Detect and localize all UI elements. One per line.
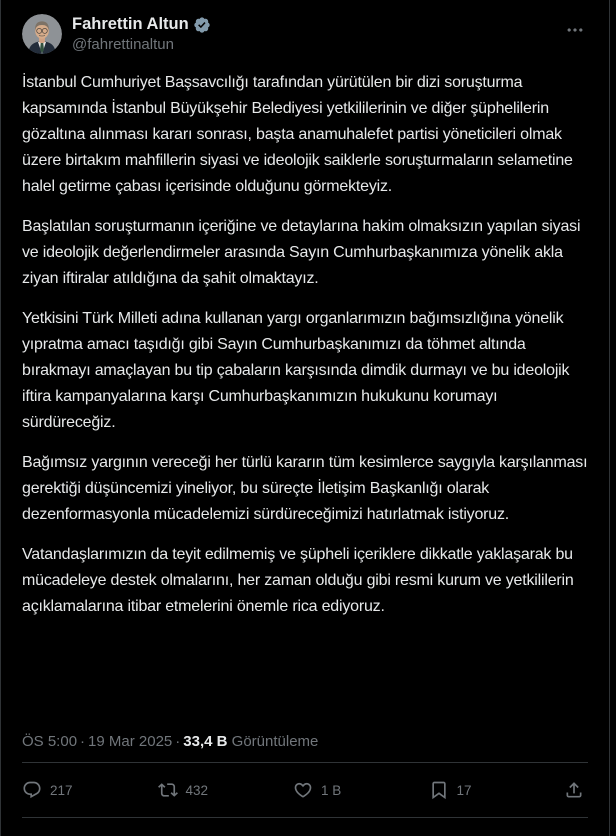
- like-count: 1 B: [321, 782, 342, 798]
- repost-button[interactable]: [158, 780, 294, 800]
- ellipsis-icon: [565, 20, 585, 40]
- heart-icon: [293, 780, 313, 800]
- tweet-paragraph: Yetkisini Türk Milleti adına kullanan yargı organlarımızın bağımsızlığına yönelik yıpratma amacı taşıdığı gibi Sayın Cumhurbaşkanımızı da töhmet altında bırakmayı amaçlayan bu tip çabaların karşısında dimdik durmayı ve bu ideolojik iftira kampanyalarına karşı Cumhurbaşkanımızın hukukunu korumayı sürdüreceğiz.: [22, 310, 570, 431]
- views-label[interactable]: Görüntüleme: [231, 733, 319, 750]
- tweet-paragraph: İstanbul Cumhuriyet Başsavcılığı tarafından yürütülen bir dizi soruşturma kapsamında İstanbul Büyükşehir Belediyesi yetkililerinin ve diğer şüphelilerin gözaltına alınması kararı sonrası, başta anamuhalefet partisi yöneticileri olmak üzere birtakım mahfillerin siyasi ve ideolojik saiklerle soruşturmaların selametine halel getirme çabası içerisinde olduğunu görmekteyiz.: [22, 74, 573, 195]
- action-bar: [22, 763, 588, 817]
- share-button[interactable]: [564, 780, 584, 800]
- bookmark-button[interactable]: [429, 780, 565, 800]
- timestamp-time: ÖS 5:00: [22, 733, 78, 750]
- meta-separator: ·: [80, 733, 86, 750]
- bookmark-icon: [429, 780, 449, 800]
- reply-count: 217: [50, 782, 73, 798]
- timestamp-date: 19 Mar 2025: [88, 733, 173, 750]
- tweet-paragraph: Başlatılan soruşturmanın içeriğine ve detaylarına hakim olmaksızın yapılan siyasi ve ideolojik değerlendirmeler arasında Sayın Cumhurbaşkanımıza yönelik akla ziyan iftiralar atıldığına da şahit olmaktayız.: [22, 218, 581, 287]
- tweet-text: [22, 70, 589, 728]
- name-row[interactable]: [72, 14, 211, 34]
- reply-button[interactable]: [22, 780, 158, 800]
- tweet-paragraph: Bağımsız yargının vereceği her türlü kararın tüm kesimlerce saygıyla karşılanması gerektiği düşüncemizi yineliyor, bu süreçte İletişim Başkanlığı olarak dezenformasyonla mücadelemizi sürdüreceğimizi hatırlatmak istiyoruz.: [22, 454, 588, 523]
- tweet-header: [22, 14, 588, 55]
- reply-icon: [22, 780, 42, 800]
- tweet-paragraph: Vatandaşlarımızın da teyit edilmemiş ve şüpheli içeriklere dikkatle yaklaşarak bu mücadeleye destek olmalarını, her zaman olduğu gibi resmi kurum ve yetkililerin açıklamalarına itibar etmelerini önemle rica ediyoruz.: [22, 546, 574, 615]
- tweet-meta: [22, 732, 588, 752]
- views-count: 33,4 B: [183, 733, 228, 750]
- verified-badge-icon: [193, 16, 211, 34]
- more-options-button[interactable]: [565, 20, 585, 40]
- display-name: Fahrettin Altun: [72, 15, 189, 33]
- bookmark-count: 17: [456, 782, 472, 798]
- repost-count: 432: [185, 782, 209, 798]
- like-button[interactable]: [293, 780, 429, 800]
- share-icon: [564, 780, 584, 800]
- user-handle[interactable]: @fahrettinaltun: [72, 36, 174, 53]
- user-info: [72, 14, 211, 55]
- avatar[interactable]: [22, 14, 62, 54]
- repost-icon: [158, 780, 178, 800]
- meta-separator: ·: [175, 733, 181, 750]
- divider: [22, 817, 588, 818]
- avatar-portrait-icon: [22, 14, 62, 54]
